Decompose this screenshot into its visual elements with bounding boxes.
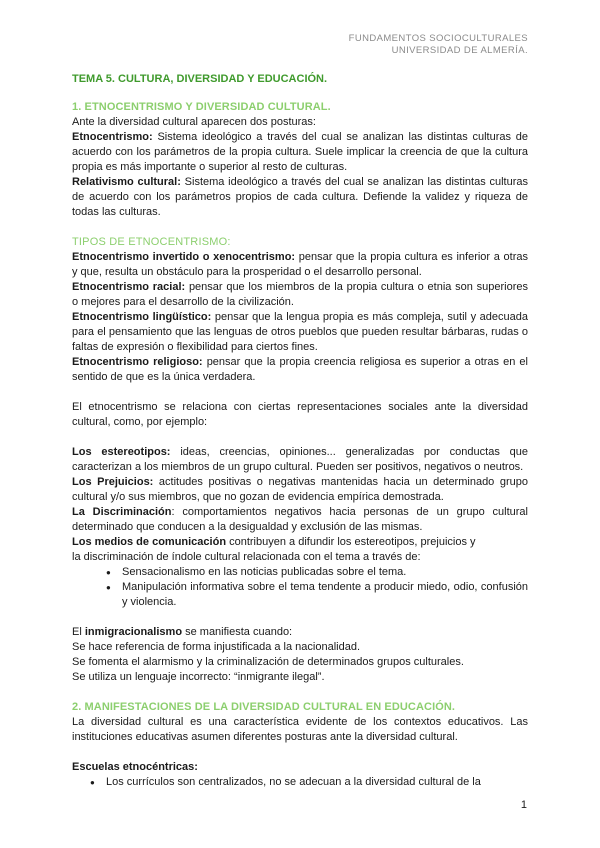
representacion-item: Los estereotipos: ideas, creencias, opiniones... generalizadas por conductas que caracterizan a los miembros de un grupo cultural. Pueden ser positivos, negativos o neutros. <box>72 446 529 473</box>
list-item: ● Sensacionalismo en las noticias publicadas sobre el tema. <box>106 565 528 580</box>
list-item: ● Manipulación informativa sobre el tema tendente a producir miedo, odio, confusión y violencia. <box>106 580 528 610</box>
tipo-item: Etnocentrismo lingüístico: pensar que la lengua propia es más compleja, sutil y adecuada para el pensamiento que las lenguas de otros pueblos que pueden resultar bárbaras, rudas o faltas de expresión o flexibilidad para ciertos fines. <box>72 311 529 353</box>
medios-bullet-list <box>72 565 528 610</box>
document-title: TEMA 5. CULTURA, DIVERSIDAD Y EDUCACIÓN. <box>72 73 328 85</box>
header-course: FUNDAMENTOS SOCIOCULTURALES <box>348 33 528 44</box>
header-university: UNIVERSIDAD DE ALMERÍA. <box>391 45 528 56</box>
tipo-item: Etnocentrismo religioso: pensar que la propia creencia religiosa es superior a otras en el sentido de que es la única verdadera. <box>72 356 528 383</box>
section-1-heading: 1. ETNOCENTRISMO Y DIVERSIDAD CULTURAL. <box>72 101 331 113</box>
escuelas-bullet-list <box>72 775 528 790</box>
tipo-item: Etnocentrismo racial: pensar que los miembros de la propia cultura o etnia son superiores o mejores para el desarrollo de la civilización. <box>72 281 529 308</box>
representacion-item: Los Prejuicios: actitudes positivas o negativas mantenidas hacia un determinado grupo cultural y/o sus miembros, que no gozan de evidencia empírica demostrada. <box>72 476 528 503</box>
inmigracionalismo-line: Se fomenta el alarmismo y la criminalización de determinados grupos culturales. <box>72 656 464 668</box>
term-etnocentrismo: Etnocentrismo: <box>72 131 153 143</box>
list-item: ● Los currículos son centralizados, no se adecuan a la diversidad cultural de la <box>90 775 528 790</box>
representacion-item: La Discriminación: comportamientos negativos hacia personas de un grupo cultural determinado que conducen a la desigualdad y exclusión de las mismas. <box>72 506 528 533</box>
page-number: 1 <box>520 799 527 811</box>
definition-etnocentrismo: Etnocentrismo: Sistema ideológico a través del cual se analizan las distintas culturas de acuerdo con los parámetros de la propia cultura. Suele implicar la creencia de que la cultura propia es más importante o superior al resto de culturas. <box>72 131 528 173</box>
medios-continuation: la discriminación de índole cultural relacionada con el tema a través de: <box>72 551 421 563</box>
inmigracionalismo-intro: El inmigracionalismo se manifiesta cuando: <box>72 626 293 638</box>
section-2-text: La diversidad cultural es una característica evidente de los contextos educativos. Las instituciones educativas asumen diferentes posturas ante la diversidad cultural. <box>72 716 528 743</box>
medios-item: Los medios de comunicación contribuyen a difundir los estereotipos, prejuicios y <box>72 536 476 548</box>
tipos-heading: TIPOS DE ETNOCENTRISMO: <box>72 236 231 248</box>
inmigracionalismo-line: Se utiliza un lenguaje incorrecto: “inmigrante ilegal”. <box>72 671 325 683</box>
section-1-intro: Ante la diversidad cultural aparecen dos posturas: <box>72 116 316 128</box>
representaciones-intro: El etnocentrismo se relaciona con ciertas representaciones sociales ante la diversidad cultural, como, por ejemplo: <box>72 401 528 428</box>
tipo-item: Etnocentrismo invertido o xenocentrismo: pensar que la propia cultura es inferior a otras y que, resulta un obstáculo para la prosperidad o el desarrollo personal. <box>72 251 528 278</box>
escuelas-heading: Escuelas etnocéntricas: <box>72 761 198 773</box>
page-content <box>72 72 528 790</box>
term-relativismo: Relativismo cultural: <box>72 176 181 188</box>
page-header <box>349 33 528 57</box>
inmigracionalismo-line: Se hace referencia de forma injustificada a la nacionalidad. <box>72 641 361 653</box>
term-inmigracionalismo: inmigracionalismo <box>84 626 183 638</box>
section-2-heading: 2. MANIFESTACIONES DE LA DIVERSIDAD CULTURAL EN EDUCACIÓN. <box>72 701 456 713</box>
definition-relativismo: Relativismo cultural: Sistema ideológico a través del cual se analizan las distintas culturas de acuerdo con los parámetros propios de cada cultura. Defiende la validez y riqueza de todas las culturas. <box>72 176 528 218</box>
